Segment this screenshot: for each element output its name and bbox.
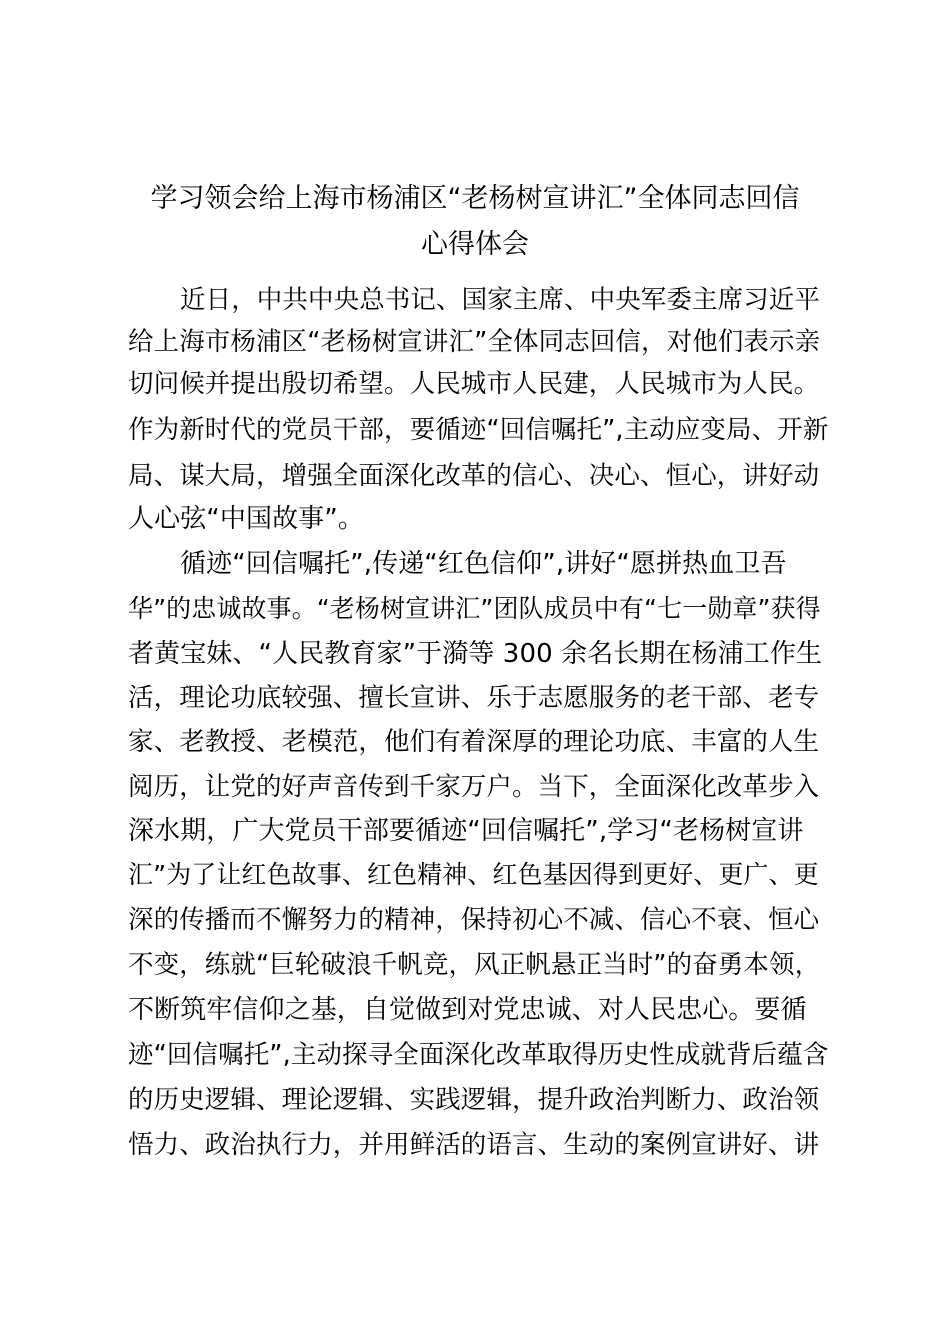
paragraph-1-line-6: 人心弦“中国故事”。 xyxy=(128,504,364,534)
paragraph-2-line-8: 汇”为了让红色故事、红色精神、红色基因得到更好、更广、更 xyxy=(128,860,819,889)
paragraph-2-line-6: 阅历，让党的好声音传到千家万户。当下，全面深化改革步入 xyxy=(128,772,820,802)
paragraph-2-line-9: 深的传播而不懈努力的精神，保持初心不减、信心不衰、恒心 xyxy=(128,905,820,935)
paragraph-2-line-5: 家、老教授、老模范，他们有着深厚的理论功底、丰富的人生 xyxy=(128,727,820,757)
paragraph-2-line-14: 悟力、政治执行力，并用鲜活的语言、生动的案例宣讲好、讲 xyxy=(128,1130,820,1160)
paragraph-2-line-10: 不变，练就“巨轮破浪千帆竞，风正帆悬正当时”的奋勇本领， xyxy=(128,950,821,980)
paragraph-2-line-1: 循迹“回信嘱托”,传递“红色信仰”,讲好“愿拼热血卫吾 xyxy=(180,549,787,579)
paragraph-2-line-2: 华”的忠诚故事。“老杨树宣讲汇”团队成员中有“七一勋章”获得 xyxy=(128,594,821,623)
paragraph-2-line-3: 者黄宝妹、“人民教育家”于漪等 300 余名长期在杨浦工作生 xyxy=(128,639,823,669)
paragraph-2-line-7: 深水期，广大党员干部要循迹“回信嘱托”,学习“老杨树宣讲 xyxy=(128,816,804,846)
paragraph-1-line-2: 给上海市杨浦区“老杨树宣讲汇”全体同志回信，对他们表示亲 xyxy=(128,327,821,357)
paragraph-2-line-11: 不断筑牢信仰之基，自觉做到对党忠诚、对人民忠心。要循 xyxy=(128,995,807,1025)
paragraph-1-line-3: 切问候并提出殷切希望。人民城市人民建，人民城市为人民。 xyxy=(128,369,820,399)
document-title-line-1: 学习领会给上海市杨浦区“老杨树宣讲汇”全体同志回信 xyxy=(150,183,800,214)
paragraph-2-line-13: 的历史逻辑、理论逻辑、实践逻辑，提升政治判断力、政治领 xyxy=(128,1085,820,1115)
paragraph-2-line-12: 迹“回信嘱托”,主动探寻全面深化改革取得历史性成就背后蕴含 xyxy=(128,1040,829,1070)
paragraph-1-line-5: 局、谋大局，增强全面深化改革的信心、决心、恒心，讲好动 xyxy=(128,461,820,491)
paragraph-1-line-1: 近日，中共中央总书记、国家主席、中央军委主席习近平 xyxy=(180,285,821,315)
paragraph-1-line-4: 作为新时代的党员干部，要循迹“回信嘱托”,主动应变局、开新 xyxy=(128,415,829,445)
document-title-line-2: 心得体会 xyxy=(421,229,529,260)
paragraph-2-line-4: 活，理论功底较强、擅长宣讲、乐于志愿服务的老干部、老专 xyxy=(128,683,820,713)
